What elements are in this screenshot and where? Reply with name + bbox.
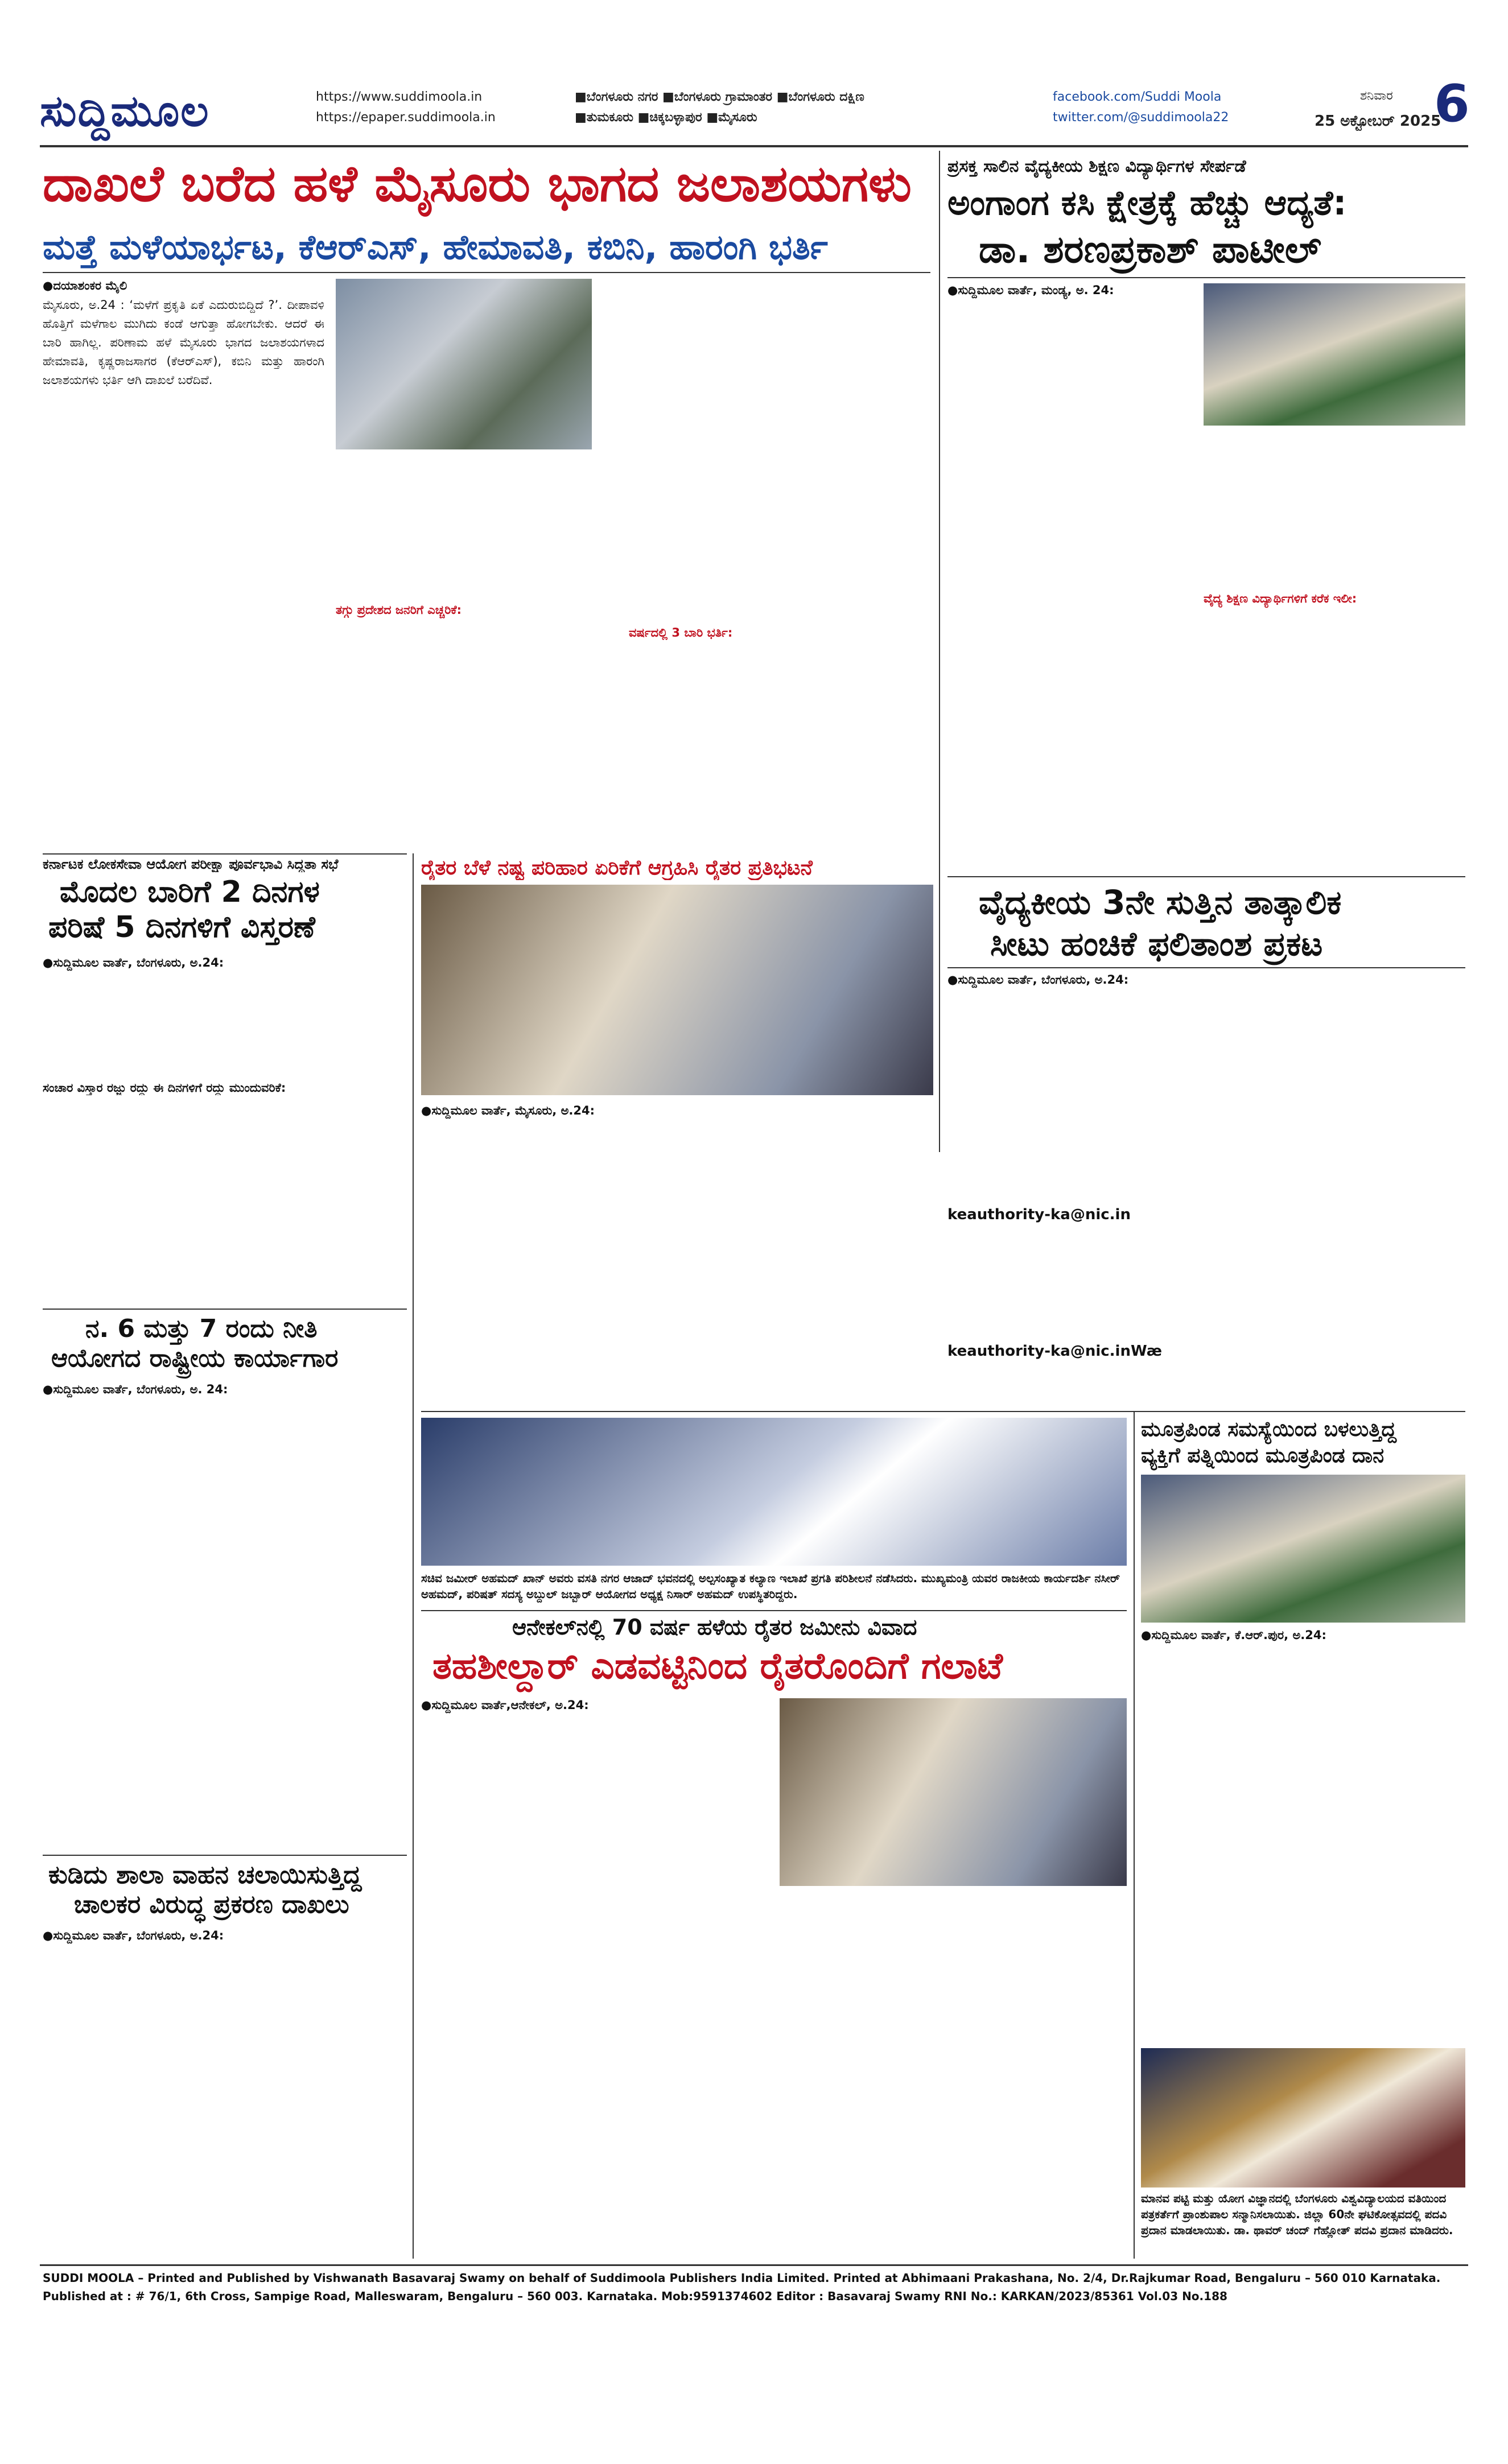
- masthead-divider: [40, 145, 1468, 147]
- issue-date: 25 ಅಕ್ಟೋಬರ್ 2025: [1315, 113, 1441, 130]
- lead-subhead-inline2: ವರ್ಷದಲ್ಲಿ 3 ಬಾರಿ ಭರ್ತಿ:: [629, 626, 733, 639]
- farmers-col1-text: [421, 1122, 586, 1406]
- seat-headline2: ಸೀಟು ಹಂಚಿಕೆ ಫಲಿತಾಂಶ ಪ್ರಕಟ: [990, 924, 1323, 963]
- exam-headline2: ಪರಿಷೆ 5 ದಿನಗಳಿಗೆ ವಿಸ್ತರಣೆ: [48, 910, 315, 944]
- lead-col3-text: [629, 279, 930, 848]
- school-text: [43, 1947, 407, 2254]
- school-headline2: ಚಾಲಕರ ವಿರುದ್ಧ ಪ್ರಕರಣ ದಾಖಲು: [74, 1890, 349, 1919]
- niti-headline1: ನ. 6 ಮತ್ತು 7 ರಂದು ನೀತಿ: [85, 1314, 318, 1343]
- lead-subhead-inline: ತಗ್ಗು ಪ್ರದೇಶದ ಜನರಿಗೆ ಎಚ್ಚರಿಕೆ:: [336, 603, 462, 617]
- twitter-link[interactable]: twitter.com/@suddimoola22: [1053, 110, 1229, 125]
- newspaper-logo: ಸುದ್ದಿಮೂಲ: [40, 85, 210, 136]
- lead-col1-text: [43, 455, 324, 848]
- seat-byline: ●ಸುದ್ದಿಮೂಲ ವಾರ್ತೆ, ಬೆಂಗಳೂರು, ಅ.24:: [947, 973, 1129, 987]
- left-divider-1: [43, 853, 407, 855]
- col-divider-right: [939, 151, 940, 1152]
- dam-photo: [336, 279, 592, 449]
- land-byline: ●ಸುದ್ದಿಮೂಲ ವಾರ್ತೆ,ಆನೇಕಲ್, ಅ.24:: [421, 1698, 589, 1712]
- center-divider-2: [421, 1610, 1127, 1611]
- col-divider-right2: [1134, 1411, 1135, 2259]
- farmers-col2-text: [595, 1104, 760, 1405]
- epaper-url[interactable]: https://epaper.suddimoola.in: [316, 110, 496, 125]
- seat-col1-text: [947, 991, 1192, 1389]
- lead-subheadline: ಮತ್ತೆ ಮಳೆಯಾರ್ಭಟ, ಕೆಆರ್‌ಎಸ್, ಹೇಮಾವತಿ, ಕಬಿನಿ, ಹಾರಂಗಿ ಭರ್ತಿ: [43, 228, 828, 267]
- col-divider-mid: [413, 853, 414, 2259]
- land-col1-text: [421, 1716, 768, 2257]
- exam-headline1: ಮೊದಲ ಬಾರಿಗೆ 2 ದಿನಗಳ: [60, 875, 320, 909]
- editions-row2: ■ತುಮಕೂರು ■ಚಿಕ್ಕಬಳ್ಳಾಪುರ ■ಮೈಸೂರು: [575, 110, 757, 125]
- page-number: 6: [1434, 74, 1470, 134]
- exam-byline: ●ಸುದ್ದಿಮೂಲ ವಾರ್ತೆ, ಬೆಂಗಳೂರು, ಅ.24:: [43, 956, 224, 969]
- medical-photo: [1204, 283, 1465, 426]
- masthead: [40, 74, 1470, 142]
- seat-headline1: ವೈದ್ಯಕೀಯ 3ನೇ ಸುತ್ತಿನ ತಾತ್ಕಾಲಿಕ: [979, 883, 1342, 922]
- issue-day: ಶನಿವಾರ: [1360, 89, 1393, 103]
- niti-headline2: ಆಯೋಗದ ರಾಷ್ಟ್ರೀಯ ಕಾರ್ಯಾಗಾರ: [51, 1344, 339, 1373]
- land-kicker: ಆನೇಕಲ್‌ನಲ್ಲಿ 70 ವರ್ಷ ಹಳೆಯ ರೈತರ ಜಮೀನು ವಿವಾದ: [512, 1615, 917, 1640]
- school-byline: ●ಸುದ್ದಿಮೂಲ ವಾರ್ತೆ, ಬೆಂಗಳೂರು, ಅ.24:: [43, 1929, 224, 1942]
- site-url[interactable]: https://www.suddimoola.in: [316, 90, 483, 104]
- medical-divider: [947, 277, 1465, 278]
- farmers-col3-text: [768, 1104, 933, 1405]
- school-headline1: ಕುಡಿದು ಶಾಲಾ ವಾಹನ ಚಲಾಯಿಸುತ್ತಿದ್ದ: [48, 1860, 362, 1889]
- seat-email2[interactable]: keauthority-ka@nic.inWæ: [947, 1343, 1162, 1360]
- medical-subhead-inline: ವೈದ್ಯ ಶಿಕ್ಷಣ ವಿದ್ಯಾರ್ಥಿಗಳಿಗೆ ಕರೆ‌ಕ ಇಲೀ:: [1204, 592, 1357, 605]
- seat-divider: [947, 967, 1465, 968]
- meeting-photo: [421, 1418, 1127, 1566]
- kidney-text: [1141, 1646, 1465, 2045]
- medical-headline2: ಡಾ. ಶರಣಪ್ರಕಾಶ್ ಪಾಟೀಲ್: [979, 228, 1321, 271]
- seat-col2-text: [1204, 973, 1465, 1388]
- kidney-byline: ●ಸುದ್ದಿಮೂಲ ವಾರ್ತೆ, ಕೆ.ಆರ್.ಪುರ, ಅ.24:: [1141, 1628, 1326, 1642]
- medical-col2-text: [1204, 432, 1465, 870]
- farmers-byline: ●ಸುದ್ದಿಮೂಲ ವಾರ್ತೆ, ಮೈಸೂರು, ಅ.24:: [421, 1104, 595, 1117]
- exam-text: [43, 974, 407, 1304]
- lead-headline: ದಾಖಲೆ ಬರೆದ ಹಳೆ ಮೈಸೂರು ಭಾಗದ ಜಲಾಶಯಗಳು: [43, 154, 912, 213]
- lead-divider: [43, 272, 930, 273]
- center-divider-1: [421, 1411, 1465, 1412]
- left-divider-3: [43, 1855, 407, 1856]
- farmers-photo: [421, 885, 933, 1095]
- lead-byline: ●ದಯಾಶಂಕರ ಮೈಲಿ: [43, 279, 127, 292]
- niti-byline: ●ಸುದ್ದಿಮೂಲ ವಾರ್ತೆ, ಬೆಂಗಳೂರು, ಅ. 24:: [43, 1382, 228, 1396]
- kidney-headline1: ಮೂತ್ರಪಿಂಡ ಸಮಸ್ಯೆಯಿಂದ ಬಳಲುತ್ತಿದ್ದ: [1141, 1418, 1396, 1441]
- medical-headline1: ಅಂಗಾಂಗ ಕಸಿ ಕ್ಷೇತ್ರಕ್ಕೆ ಹೆಚ್ಚು ಆದ್ಯತೆ:: [947, 183, 1347, 223]
- farmers-headline: ರೈತರ ಬೆಳೆ ನಷ್ಟ ಪರಿಹಾರ ಏರಿಕೆಗೆ ಆಗ್ರಹಿಸಿ ರೈತರ ಪ್ರತಿಭಟನೆ: [421, 856, 813, 880]
- editions-row1: ■ಬೆಂಗಳೂರು ನಗರ ■ಬೆಂಗಳೂರು ಗ್ರಾಮಾಂತರ ■ಬೆಂಗಳೂರು ದಕ್ಷಿಣ: [575, 90, 864, 104]
- footer-line1: SUDDI MOOLA – Printed and Published by Vishwanath Basavaraj Swamy on behalf of Suddimoola Publishers India Limited. Printed at Abhimaani Prakashana, No. 2/4, Dr.Rajkumar Road, Bengaluru – 560 010 Karnataka.: [43, 2271, 1441, 2285]
- left-divider-2: [43, 1309, 407, 1310]
- exam-subhead-inline: ಸಂಚಾರ ವಿಸ್ತಾರ ರಜ್ಜು ರದ್ದು ಈ ದಿನಗಳಿಗೆ ರದ್ದು ಮುಂದುವರಿಕೆ:: [43, 1081, 286, 1095]
- land-photo: [780, 1698, 1127, 1886]
- niti-text: [43, 1401, 407, 1844]
- yoga-photo: [1141, 2048, 1465, 2188]
- land-col2-text: [780, 1892, 1127, 2256]
- right-divider-1: [947, 876, 1465, 877]
- lead-col2-text: [336, 455, 617, 848]
- seat-email1[interactable]: keauthority-ka@nic.in: [947, 1206, 1131, 1223]
- meeting-caption: ಸಚಿವ ಜಮೀರ್ ಅಹಮದ್ ಖಾನ್ ಅವರು ವಸತಿ ನಗರ ಆಜಾದ್ ಭವನದಲ್ಲಿ ಅಲ್ಪಸಂಖ್ಯಾತ ಕಲ್ಯಾಣ ಇಲಾಖೆ ಪ್ರಗತಿ ಪರಿಶೀಲನೆ ನಡೆಸಿದರು. ಮುಖ್ಯಮಂತ್ರಿ ಯವರ ರಾಜಕೀಯ ಕಾರ್ಯದರ್ಶಿ ನಸೀರ್ ಅಹಮದ್, ಪರಿಷತ್ ಸದಸ್ಯ ಅಬ್ದುಲ್ ಜಬ್ಬಾರ್ ಆಯೋಗದ ಅಧ್ಯಕ್ಷ ನಿಸಾರ್ ಅಹಮದ್ ಉಪಸ್ಥಿತರಿದ್ದರು.: [421, 1571, 1120, 1601]
- facebook-link[interactable]: facebook.com/Suddi Moola: [1053, 90, 1222, 104]
- yoga-caption: ಮಾನವ ಪಟ್ಟಿ ಮತ್ತು ಯೋಗ ವಿಜ್ಞಾನದಲ್ಲಿ ಬೆಂಗಳೂರು ವಿಶ್ವವಿದ್ಯಾಲಯದ ವತಿಯಿಂದ ಪತ್ರಕರ್ತೆಗೆ ಪ್ರಾಂಶುಪಾಲ ಸನ್ಮಾನಿಸಲಾಯಿತು. ಜಿಲ್ಲಾ 60ನೇ ಘಟಿಕೋತ್ಸವದಲ್ಲಿ ಪದವಿ ಪ್ರದಾನ ಮಾಡಲಾಯಿತು. ಡಾ. ಥಾವರ್ ಚಂದ್ ಗೆಹ್ಲೋತ್ ಪದವಿ ಪ್ರದಾನ ಮಾಡಿದರು.: [1141, 2191, 1453, 2237]
- exam-kicker: ಕರ್ನಾಟಕ ಲೋಕಸೇವಾ ಆಯೋಗ ಪರೀಕ್ಷಾ ಪೂರ್ವಭಾವಿ ಸಿದ್ಧತಾ ಸಭೆ: [43, 856, 339, 872]
- land-headline: ತಹಶೀಲ್ದಾರ್ ಎಡವಟ್ಟಿನಿಂದ ರೈತರೊಂದಿಗೆ ಗಲಾಟೆ: [432, 1645, 1003, 1687]
- kidney-photo: [1141, 1475, 1465, 1623]
- lead-intro: ಮೈಸೂರು, ಅ.24 : ‘ಮಳೆಗೆ ಪ್ರಕೃತಿ ಏಕೆ ಎದುರುಬಿದ್ದಿದೆ ?’. ದೀಪಾವಳಿ ಹೊತ್ತಿಗೆ ಮಳೆಗಾಲ ಮುಗಿದು ಕಂಡೆ ಆಗುತ್ತಾ ಹೋಗಬೇಕು. ಆದರೆ ಈ ಬಾರಿ ಹಾಗಿಲ್ಲ. ಪರಿಣಾಮ ಹಳೆ ಮೈಸೂರು ಭಾಗದ ಜಲಾಶಯಗಳಾದ ಹೇಮಾವತಿ, ಕೃಷ್ಣರಾಜಸಾಗರ (ಕೆಆರ್‌ಎಸ್), ಕಬಿನಿ ಮತ್ತು ಹಾರಂಗಿ ಜಲಾಶಯಗಳು ಭರ್ತಿ ಆಗಿ ದಾಖಲೆ ಬರೆದಿವೆ.: [43, 298, 324, 387]
- footer-divider: [40, 2264, 1468, 2266]
- footer-line2: Published at : # 76/1, 6th Cross, Sampige Road, Malleswaram, Bengaluru – 560 003. Karnataka. Mob:9591374602 Editor : Basavaraj Swamy RNI No.: KARKAN/2023/85361 Vol.03 No.188: [43, 2289, 1227, 2303]
- kidney-headline2: ವ್ಯಕ್ತಿಗೆ ಪತ್ನಿಯಿಂದ ಮೂತ್ರಪಿಂಡ ದಾನ: [1141, 1444, 1385, 1467]
- medical-col1-text: [947, 302, 1192, 870]
- medical-kicker: ಪ್ರಸಕ್ತ ಸಾಲಿನ ವೈದ್ಯಕೀಯ ಶಿಕ್ಷಣ ವಿದ್ಯಾರ್ಥಿಗಳ ಸೇರ್ಪಡೆ: [947, 156, 1246, 176]
- medical-byline: ●ಸುದ್ದಿಮೂಲ ವಾರ್ತೆ, ಮಂಡ್ಯ, ಅ. 24:: [947, 283, 1114, 297]
